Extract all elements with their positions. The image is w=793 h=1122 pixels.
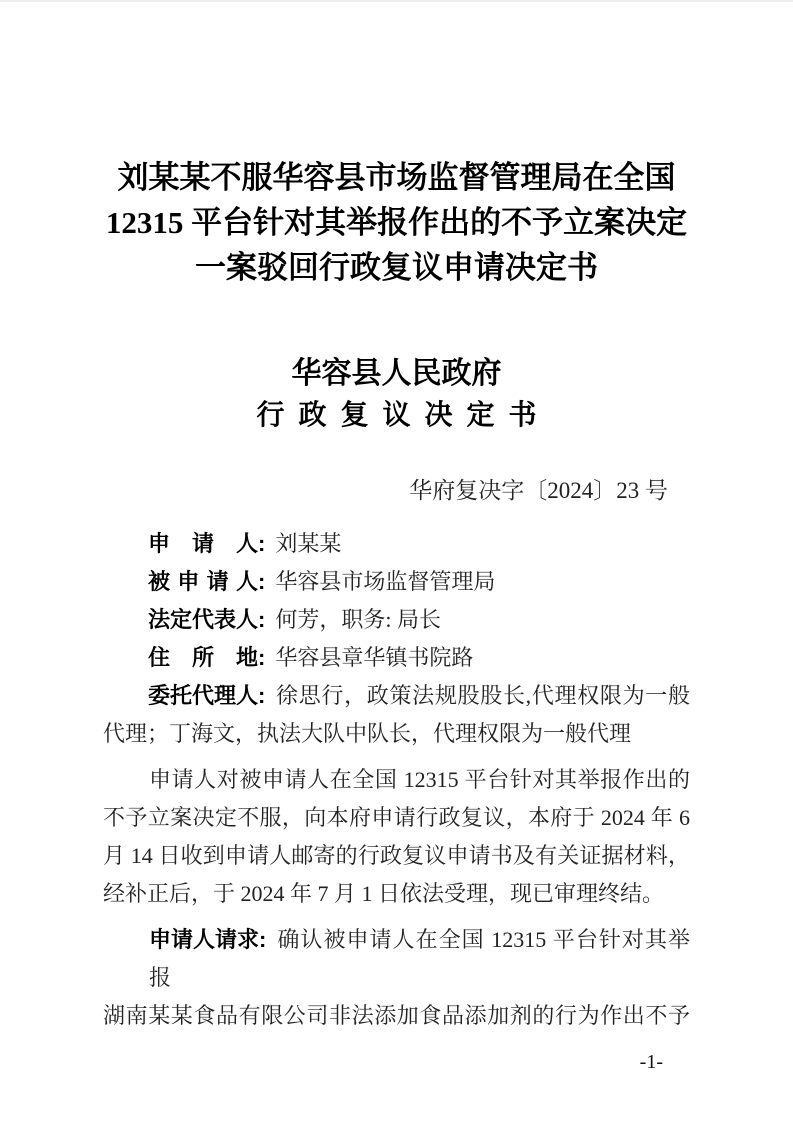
label-colon: :	[258, 569, 266, 594]
page-top-edge	[0, 0, 793, 2]
body-text-line: 经补正后，于 2024 年 7 月 1 日依法受理，现已审理终结。	[103, 881, 665, 906]
parties-section	[103, 525, 690, 753]
title-line-1: 刘某某不服华容县市场监督管理局在全国	[117, 160, 676, 195]
paragraph-applicant-request	[103, 921, 690, 1035]
party-row-applicant	[103, 525, 690, 563]
party-row-delegates-line-1	[103, 677, 690, 715]
page-number: -1-	[639, 1051, 663, 1073]
party-row-legal-representative	[103, 601, 690, 639]
authority-heading	[103, 353, 690, 437]
request-text: 确认被申请人在全国 12315 平台针对其举报	[149, 927, 690, 990]
party-label: 被申请人	[148, 569, 258, 594]
document-number: 华府复决字〔2024〕23 号	[409, 478, 668, 503]
party-value: 华容县章华镇书院路	[275, 645, 474, 670]
party-value: 徐思行，政策法规股股长,代理权限为一般	[275, 683, 690, 708]
party-value: 刘某某	[275, 531, 342, 556]
party-label: 委托代理人	[148, 683, 259, 708]
party-label: 住所地	[148, 645, 258, 670]
label-colon: :	[258, 531, 266, 556]
page-title	[103, 155, 690, 290]
body-text-line: 月 14 日收到申请人邮寄的行政复议申请书及有关证据材料，	[103, 843, 690, 868]
authority-name: 华容县人民政府	[291, 357, 502, 390]
party-label: 申请人	[148, 531, 258, 556]
label-colon: :	[258, 607, 266, 632]
title-line-2: 12315 平台针对其举报作出的不予立案决定	[105, 205, 688, 240]
label-colon: :	[259, 927, 267, 952]
request-label: 申请人请求	[149, 927, 260, 952]
body-text-line: 申请人对被申请人在全国 12315 平台针对其举报作出的	[149, 767, 690, 792]
body-text-line	[103, 921, 690, 997]
label-colon: :	[258, 645, 266, 670]
title-line-3: 一案驳回行政复议申请决定书	[195, 250, 598, 285]
party-label: 法定代表人	[148, 607, 259, 632]
label-colon: :	[258, 683, 266, 708]
body-text-line: 不予立案决定不服，向本府申请行政复议，本府于 2024 年 6	[103, 805, 690, 830]
party-row-address	[103, 639, 690, 677]
document-type-heading: 行政复议决定书	[256, 400, 551, 431]
party-value: 华容县市场监督管理局	[275, 569, 496, 594]
party-value: 何芳，职务: 局长	[275, 607, 441, 632]
body-text-line: 湖南某某食品有限公司非法添加食品添加剂的行为作出不予	[103, 1003, 690, 1028]
party-row-respondent	[103, 563, 690, 601]
party-row-delegates-line-2: 代理；丁海文，执法大队中队长，代理权限为一般代理	[103, 721, 632, 746]
paragraph-case-acceptance	[103, 761, 690, 913]
